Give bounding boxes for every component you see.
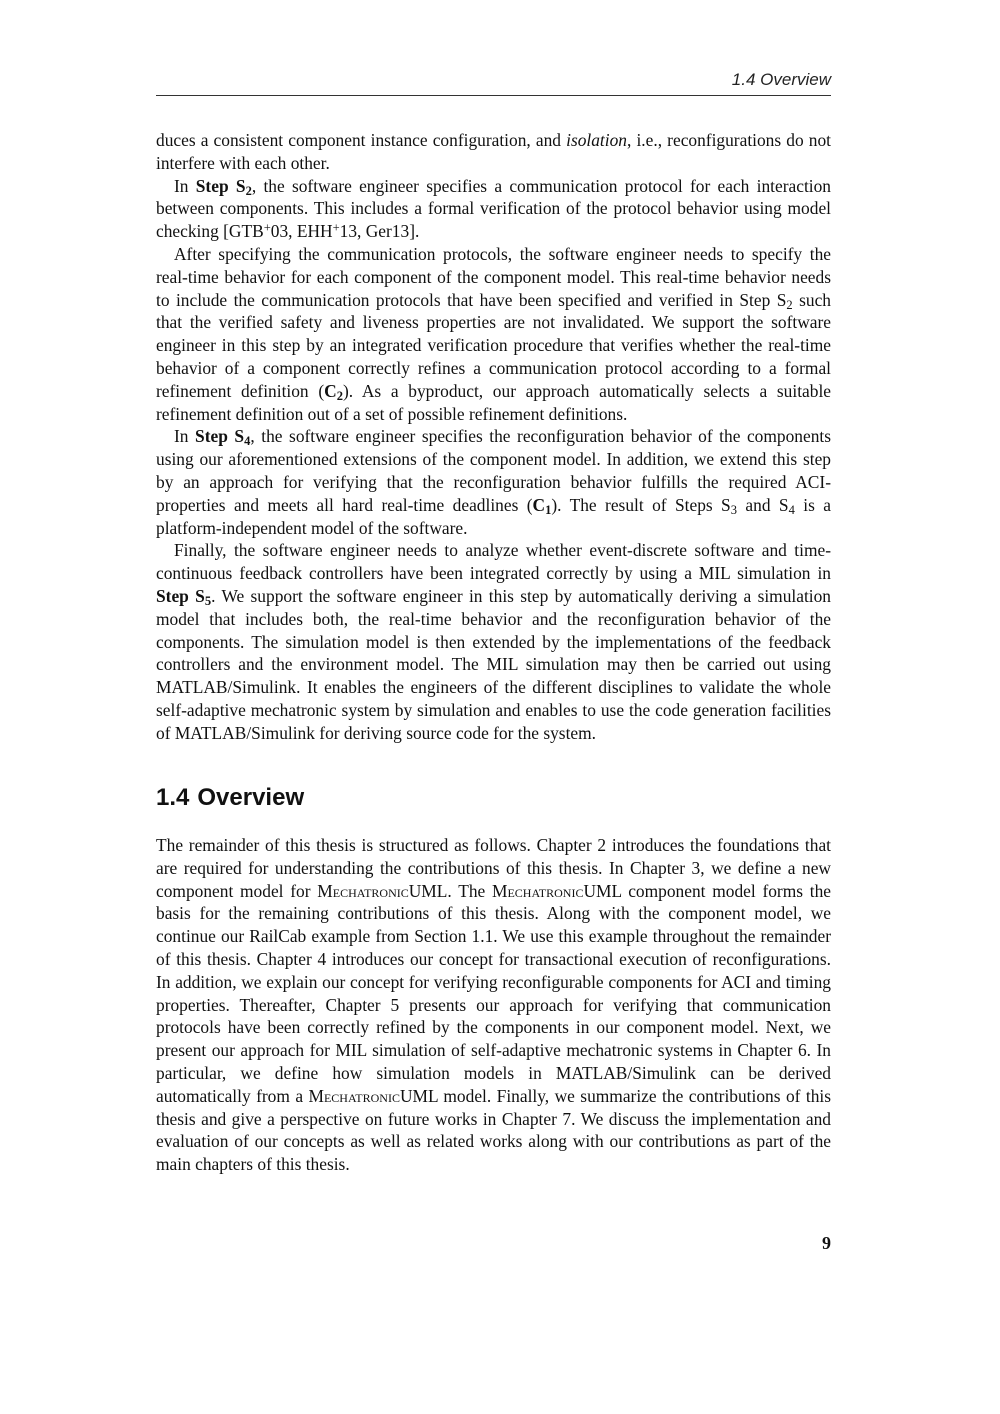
paragraph-step-s2 <box>156 175 831 243</box>
contribution-label <box>533 495 552 515</box>
text-span: Finally, the software engineer needs to analyze whether event-discrete software and time-continuous feedback controllers have been integrated correctly by using a MIL simulation in <box>156 540 831 584</box>
text-span: ). The result of Steps S <box>551 494 731 515</box>
step-label <box>195 426 251 449</box>
emphasis-isolation: isolation <box>566 130 627 150</box>
section-heading <box>156 784 304 812</box>
small-caps-text: Mechatronic <box>491 880 584 901</box>
uml-text: UML <box>583 880 622 901</box>
text-span: . The <box>447 880 492 901</box>
text-span: component model forms the basis for the remaining contributions of this thesis. Along with the component model, we continue our RailCab example from Section 1.1. We use this example throughout the remainder of this thesis. Chapter 4 introduces our concept for transactional execution of reconfigurations. In addition, we explain our concept for verifying reconfigurable components for ACI and timing properties. Thereafter, Chapter 5 presents our approach for verifying that communication protocols have been correctly refined by the components in our component model. Next, we present our approach for MIL simulation of self-adaptive mechatronic systems in Chapter 6. In particular, we define how simulation models in MATLAB/Simulink can be derived automatically from a <box>156 880 832 1106</box>
text-span: 03, EHH <box>270 221 333 242</box>
text-span: , the software engineer specifies a communication protocol for each interaction between components. This includes a formal verification of the protocol behavior using model checking [GTB <box>156 175 832 242</box>
text-span: In <box>174 175 196 196</box>
step-subscript: 4 <box>244 434 251 449</box>
contribution-subscript: 2 <box>336 388 343 403</box>
running-header: 1.4 Overview <box>731 70 831 89</box>
subscript: 2 <box>786 297 793 312</box>
text-span: After specifying the communication protocols, the software engineer needs to specify the real-time behavior for each component of the component model. This real-time behavior needs to include the communication protocols that have been specified and verified in Step S <box>156 243 831 310</box>
text-span: such that the verified safety and liveness properties are not invalidated. We support the software engineer in this step by an integrated verification procedure that verifies whether the real-time behavior of a component correctly refines a communication protocol according to a formal refinement definition ( <box>156 289 831 401</box>
step-label <box>196 176 252 196</box>
step-subscript: 5 <box>204 594 212 609</box>
subscript: 4 <box>788 502 795 517</box>
text-span: duces a consistent component instance configuration, and <box>156 130 567 150</box>
subscript: 3 <box>730 502 737 517</box>
text-span: . We support the software engineer in this step by automatically deriving a simulation model that includes both, the real-time behavior and the reconfiguration behavior of the components. The simulation model is then extended by the implementations of the feedback controllers and the environment model. The MIL simulation may then be carried out using MATLAB/Simulink. It enables the engineers of the different disciplines to validate the whole self-adaptive mechatronic system by simulation and enables to use the code generation facilities of MATLAB/Simulink for deriving source code for the system. <box>156 585 832 743</box>
uml-text: UML <box>408 880 448 901</box>
text-span: is a platform-independent model of the software. <box>156 494 831 538</box>
small-caps-text: Mechatronic <box>317 880 409 901</box>
mechatronicuml-name <box>309 1086 438 1106</box>
text-span: , i.e., reconfigurations do not interfere with each other. <box>156 130 831 173</box>
small-caps-text: Mechatronic <box>308 1085 400 1106</box>
step-subscript: 2 <box>245 183 252 198</box>
text-span: In <box>174 426 196 447</box>
step-text: Step S <box>195 426 245 447</box>
contribution-label <box>324 381 343 401</box>
paragraph-overview <box>156 834 831 1176</box>
contribution-subscript: 1 <box>545 502 552 517</box>
citation-superscript: + <box>263 220 271 235</box>
text-span: model. Finally, we summarize the contributions of this thesis and give a perspective on future works in Chapter 7. We discuss the implementation and evaluation of our concepts as well as related works along with our contributions as part of the main chapters of this thesis. <box>156 1085 831 1175</box>
text-span: ). As a byproduct, our approach automatically selects a suitable refinement definition out of a set of possible refinement definitions. <box>156 380 831 424</box>
section-title: Overview <box>197 784 305 811</box>
header-rule <box>156 95 831 96</box>
text-span: , the software engineer specifies the reconfiguration behavior of the components using our aforementioned extensions of the component model. In addition, we extend this step by an approach for verifying that the reconfiguration behavior fulfills the required ACI-properties and meets all hard real-time deadlines ( <box>156 426 831 515</box>
mechatronicuml-name <box>317 881 447 901</box>
text-span: and S <box>737 494 789 515</box>
paragraph-continuation <box>156 129 831 175</box>
step-text: Step S <box>156 585 205 606</box>
contribution-text: C <box>532 494 546 515</box>
paragraph-step-s4 <box>156 425 831 539</box>
step-label <box>156 585 212 609</box>
step-text: Step S <box>195 175 246 196</box>
section-body <box>156 834 831 1176</box>
uml-text: UML <box>399 1085 438 1106</box>
paragraph-step-s5 <box>156 539 831 744</box>
contribution-text: C <box>324 380 337 401</box>
mechatronicuml-name <box>492 881 621 901</box>
citation-superscript: + <box>332 220 340 235</box>
section-number: 1.4 <box>156 784 190 811</box>
text-span: The remainder of this thesis is structured as follows. Chapter 2 introduces the foundations that are required for understanding the contributions of this thesis. In Chapter 3, we define a new component model for <box>156 835 831 901</box>
page-number: 9 <box>822 1233 831 1253</box>
paragraph-realtime-behavior <box>156 243 831 425</box>
text-span: 13, Ger13]. <box>339 221 420 242</box>
body-text <box>156 129 831 745</box>
